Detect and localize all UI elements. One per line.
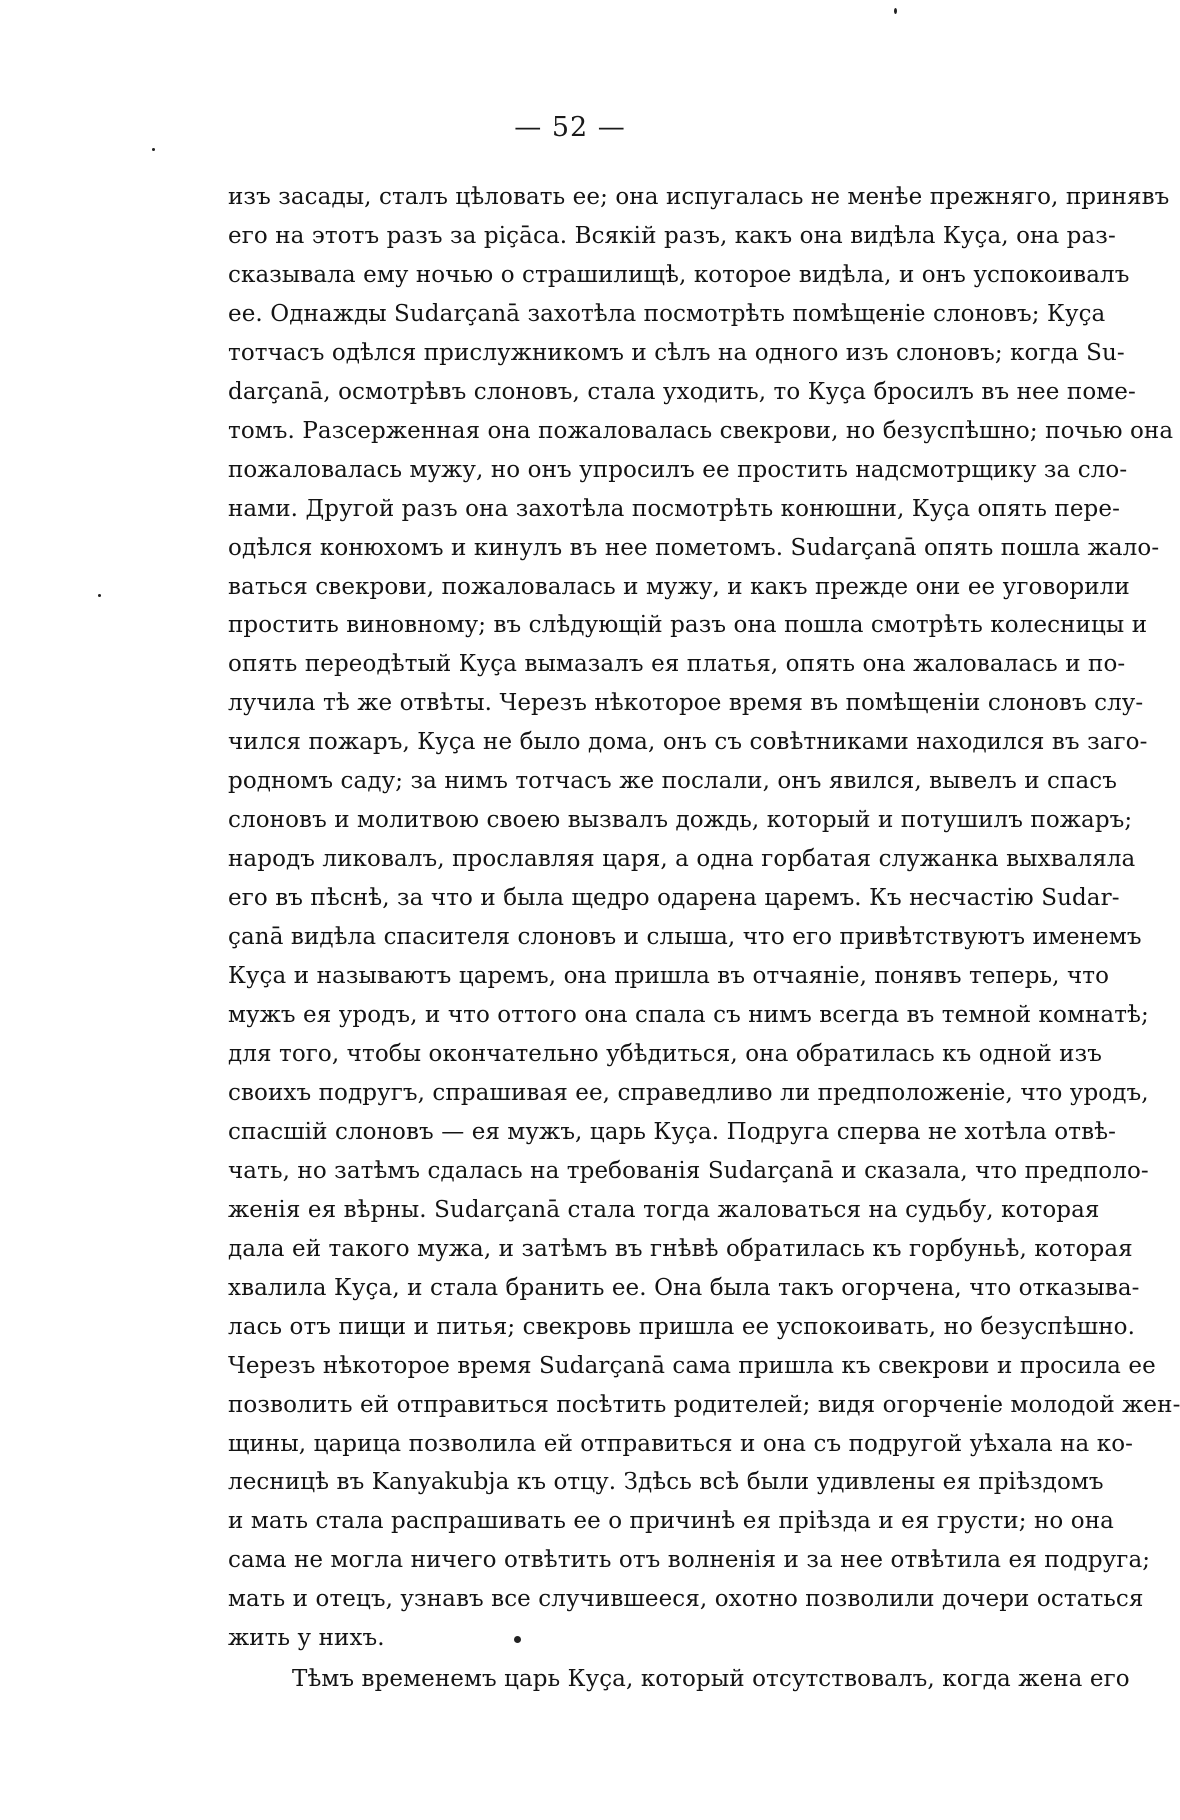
text-line: сама не могла ничего отвѣтить отъ волненія и за нее отвѣтила ея подруга;: [228, 1547, 1151, 1574]
text-line: Черезъ нѣкоторое время Sudarçanā сама пришла къ свекрови и просила ее: [228, 1352, 1156, 1379]
text-line: лась отъ пищи и питья; свекровь пришла ее успокоивать, но безуспѣшно.: [228, 1313, 1135, 1340]
text-line: пожаловалась мужу, но онъ упросилъ ее простить надсмотрщику за сло-: [228, 456, 1128, 483]
text-line: ваться свекрови, пожаловалась и мужу, и какъ прежде они ее уговорили: [228, 573, 1130, 600]
text-line: мать и отецъ, узнавъ все случившееся, охотно позволили дочери остаться: [228, 1586, 1144, 1613]
text-line: и мать стала распрашивать ее о причинѣ ея пріѣзда и ея грусти; но она: [228, 1508, 1114, 1535]
text-line: опять переодѣтый Куçа вымазалъ ея платья, опять она жаловалась и по-: [228, 651, 1126, 678]
text-line: чился пожаръ, Куçа не было дома, онъ съ совѣтниками находился въ заго-: [228, 729, 1148, 756]
text-line: жить у нихъ.: [228, 1625, 385, 1652]
text-line: слоновъ и молитвою своею вызвалъ дождь, который и потушилъ пожаръ;: [228, 807, 1133, 834]
text-line: женія ея вѣрны. Sudarçanā стала тогда жаловаться на судьбу, которая: [228, 1196, 1100, 1223]
text-line: родномъ саду; за нимъ тотчасъ же послали, онъ явился, вывелъ и спасъ: [228, 768, 1117, 795]
ink-speck: [98, 594, 101, 597]
text-line: тотчасъ одѣлся прислужникомъ и сѣлъ на одного изъ слоновъ; когда Su-: [228, 339, 1125, 366]
paragraph: [228, 178, 1180, 1658]
text-line: дала ей такого мужа, и затѣмъ въ гнѣвѣ обратилась къ горбуньѣ, которая: [228, 1235, 1133, 1262]
text-line: Куçа и называютъ царемъ, она пришла въ отчаяніе, понявъ теперь, что: [228, 963, 1110, 990]
text-line: сказывала ему ночью о страшилищѣ, которое видѣла, и онъ успокоивалъ: [228, 261, 1130, 288]
text-line: одѣлся конюхомъ и кинулъ въ нее пометомъ. Sudarçanā опять пошла жало-: [228, 534, 1160, 561]
text-line: простить виновному; въ слѣдующій разъ она пошла смотрѣть колесницы и: [228, 612, 1148, 639]
text-line: его въ пѣснѣ, за что и была щедро одарена царемъ. Къ несчастію Sudar-: [228, 885, 1120, 912]
text-line: щины, царица позволила ей отправиться и она съ подругой уѣхала на ко-: [228, 1430, 1134, 1457]
text-line: нами. Другой разъ она захотѣла посмотрѣть конюшни, Куçа опять пере-: [228, 495, 1120, 522]
page-number: — 52 —: [514, 112, 626, 143]
text-line: лесницѣ въ Kanyakubja къ отцу. Здѣсь всѣ были удивлены ея пріѣздомъ: [228, 1469, 1104, 1496]
text-line: томъ. Разсерженная она пожаловалась свекрови, но безуспѣшно; почью она: [228, 417, 1174, 444]
text-line: ее. Однажды Sudarçanā захотѣла посмотрѣть помѣщеніе слоновъ; Куçа: [228, 300, 1106, 327]
text-line: Тѣмъ временемъ царь Куçа, который отсутствовалъ, когда жена его: [292, 1666, 1130, 1693]
body-text: [228, 178, 1180, 1699]
text-line: позволить ей отправиться посѣтить родителей; видя огорченіе молодой жен-: [228, 1391, 1180, 1418]
ink-speck: [152, 148, 155, 151]
text-line: изъ засады, сталъ цѣловать ее; она испугалась не менѣе прежняго, принявъ: [228, 184, 1170, 210]
text-line: мужъ ея уродъ, и что оттого она спала съ нимъ всегда въ темной комнатѣ;: [228, 1002, 1149, 1029]
text-line: его на этотъ разъ за piçāca. Всякій разъ, какъ она видѣла Куçа, она раз-: [228, 222, 1116, 249]
text-line: darçanā, осмотрѣвъ слоновъ, стала уходить, то Куçа бросилъ въ нее поме-: [228, 378, 1136, 405]
ink-speck: [894, 8, 897, 14]
paragraph: [228, 1660, 1130, 1699]
text-line: чать, но затѣмъ сдалась на требованія Sudarçanā и сказала, что предполо-: [228, 1157, 1149, 1184]
text-line: хвалила Куçа, и стала бранить ее. Она была такъ огорчена, что отказыва-: [228, 1274, 1140, 1301]
text-line: çanā видѣла спасителя слоновъ и слыша, что его привѣтствуютъ именемъ: [228, 924, 1142, 951]
text-line: спасшій слоновъ — ея мужъ, царь Куçа. Подруга сперва не хотѣла отвѣ-: [228, 1118, 1116, 1145]
text-line: своихъ подругъ, спрашивая ее, справедливо ли предположеніе, что уродъ,: [228, 1079, 1149, 1106]
text-line: для того, чтобы окончательно убѣдиться, она обратилась къ одной изъ: [228, 1040, 1102, 1067]
text-line: лучила тѣ же отвѣты. Черезъ нѣкоторое время въ помѣщеніи слоновъ слу-: [228, 690, 1144, 717]
text-line: народъ ликовалъ, прославляя царя, а одна горбатая служанка выхваляла: [228, 846, 1136, 873]
